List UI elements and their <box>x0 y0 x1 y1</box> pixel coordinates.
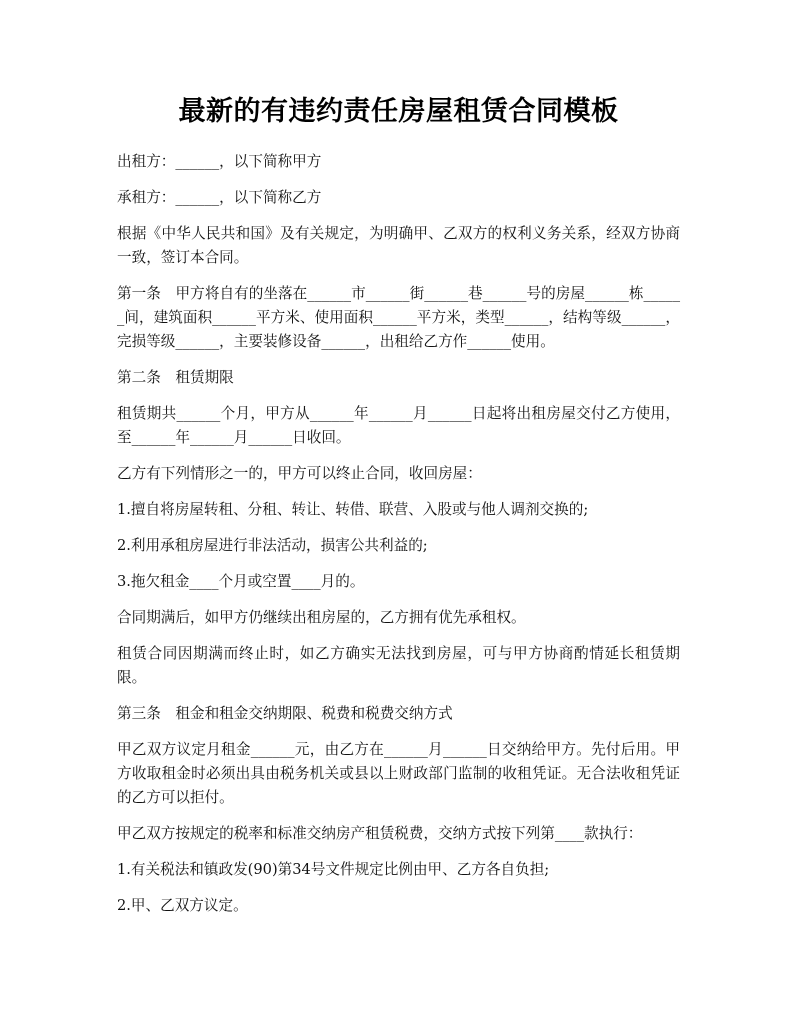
termination-item-3: 3.拖欠租金____个月或空置____月的。 <box>117 573 365 590</box>
termination-item-2: 2.利用承租房屋进行非法活动，损害公共利益的; <box>117 537 428 554</box>
preamble-paragraph: 根据《中华人民共和国》及有关规定，为明确甲、乙双方的权利义务关系，经双方协商一致，签订本合同。 <box>117 225 680 266</box>
renewal-priority-paragraph: 合同期满后，如甲方仍继续出租房屋的，乙方拥有优先承租权。 <box>117 609 526 626</box>
document-title: 最新的有违约责任房屋租赁合同模板 <box>178 96 619 127</box>
tax-item-1: 1.有关税法和镇政发(90)第34号文件规定比例由甲、乙方各自负担; <box>117 861 550 878</box>
lessor-line: 出租方：______，以下简称甲方 <box>117 153 322 170</box>
termination-intro-paragraph: 乙方有下列情形之一的，甲方可以终止合同，收回房屋： <box>117 465 482 482</box>
article-1-paragraph: 第一条 甲方将自有的坐落在______市______街______巷______号的房屋______栋______间，建筑面积______平方米、使用面积______平方米，类型______，结构等级______，完损等级______，主要装修设备______，出租给乙方作______使用。 <box>117 285 680 350</box>
lessee-line: 承租方：______，以下简称乙方 <box>117 189 322 206</box>
tax-intro-paragraph: 甲乙双方按规定的税率和标准交纳房产租赁税费，交纳方式按下列第____款执行： <box>117 825 643 842</box>
tax-item-2: 2.甲、乙双方议定。 <box>117 897 248 914</box>
termination-item-1: 1.擅自将房屋转租、分租、转让、转借、联营、入股或与他人调剂交换的; <box>117 501 589 518</box>
lease-term-paragraph: 租赁期共______个月，甲方从______年______月______日起将出租房屋交付乙方使用，至______年______月______日收回。 <box>117 405 680 446</box>
article-3-heading: 第三条 租金和租金交纳期限、税费和税费交纳方式 <box>117 705 453 722</box>
extension-paragraph: 租赁合同因期满而终止时，如乙方确实无法找到房屋，可与甲方协商酌情延长租赁期限。 <box>117 645 680 686</box>
rent-payment-paragraph: 甲乙双方议定月租金______元，由乙方在______月______日交纳给甲方。先付后用。甲方收取租金时必须出具由税务机关或县以上财政部门监制的收租凭证。无合法收租凭证的乙方可以拒付。 <box>117 741 680 806</box>
article-2-heading: 第二条 租赁期限 <box>117 369 234 386</box>
